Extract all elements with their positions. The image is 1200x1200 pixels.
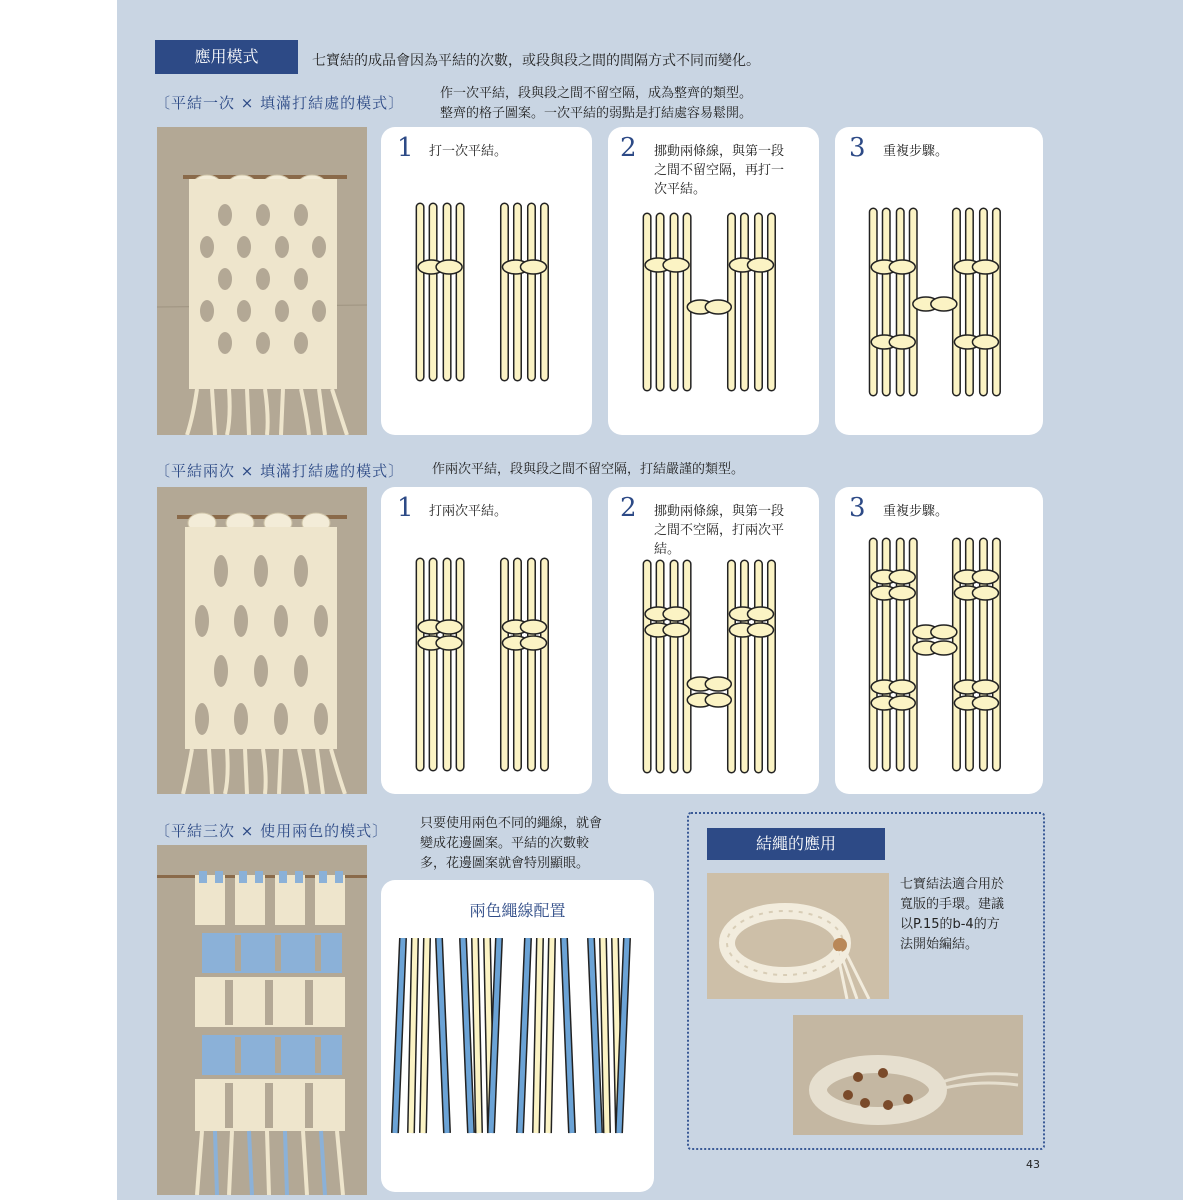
page-number: 43 (1026, 1158, 1040, 1171)
macrame-photo-3 (157, 845, 367, 1195)
step-text-line2: 之間不留空隔，再打一 (654, 163, 785, 178)
intro-text: 七寶結的成品會因為平結的次數，或段與段之間的間隔方式不同而變化。 (312, 53, 760, 69)
section-2-step-2-panel (608, 487, 819, 794)
bracelet-photo-1 (707, 873, 889, 999)
step-text: 重複步驟。 (883, 144, 949, 159)
two-color-layout-title: 兩色繩線配置 (469, 901, 566, 920)
step-text (654, 142, 784, 199)
section-2-desc: 作兩次平結，段與段之間不留空隔，打結嚴謹的類型。 (432, 462, 745, 477)
section-1-title: 〔平結一次 × 填滿打結處的模式〕 (155, 94, 405, 112)
step-text-line3: 次平結。 (654, 182, 707, 197)
application-text-line3: 以P.15的b-4的方 (900, 917, 1000, 932)
application-text (900, 875, 1004, 955)
macrame-photo-1 (157, 127, 367, 435)
macrame-mesh-1 (189, 175, 337, 389)
step-text: 打兩次平結。 (429, 504, 508, 519)
step-number: 3 (849, 133, 866, 163)
step-text-line3: 結。 (654, 542, 681, 557)
knot-diagram-s1-1 (381, 197, 592, 435)
step-text: 重複步驟。 (883, 504, 949, 519)
macrame-photo-2 (157, 487, 367, 794)
section-1-step-3-panel (835, 127, 1043, 435)
section-1-step-1-panel (381, 127, 592, 435)
knot-diagram-s1-3 (835, 202, 1043, 435)
section-3-desc-line2: 變成花邊圖案。平結的次數較 (420, 836, 590, 851)
step-number: 2 (620, 133, 637, 163)
step-number: 3 (849, 493, 866, 523)
step-text-line1: 挪動兩條線，與第一段 (654, 504, 785, 519)
section-3-desc-line3: 多，花邊圖案就會特別顯眼。 (420, 856, 590, 871)
section-2-title: 〔平結兩次 × 填滿打結處的模式〕 (155, 462, 405, 480)
knot-diagram-s2-1 (381, 557, 592, 794)
two-color-layout-panel (381, 880, 654, 1192)
knot-diagram-s2-2 (608, 559, 819, 794)
knot-diagram-s1-2 (608, 207, 819, 435)
step-text-line2: 之間不空隔，打兩次平 (654, 523, 785, 538)
step-text: 打一次平結。 (429, 144, 508, 159)
section-2-step-3-panel (835, 487, 1043, 794)
application-text-line4: 法開始編結。 (900, 937, 979, 952)
step-number: 2 (620, 493, 637, 523)
section-1-step-2-panel (608, 127, 819, 435)
section-1-desc-line2: 整齊的格子圖案。一次平結的弱點是打結處容易鬆開。 (440, 106, 753, 121)
section-1-desc (440, 84, 752, 124)
bracelet-photo-2 (793, 1015, 1023, 1135)
step-number: 1 (397, 133, 414, 163)
section-3-desc-line1: 只要使用兩色不同的繩線，就會 (420, 816, 603, 831)
section-1-desc-line1: 作一次平結，段與段之間不留空隔，成為整齊的類型。 (440, 86, 753, 101)
step-text (654, 502, 784, 559)
section-3-title: 〔平結三次 × 使用兩色的模式〕 (155, 822, 389, 840)
section-2-step-1-panel (381, 487, 592, 794)
knot-diagram-s2-3 (835, 537, 1043, 794)
page-title: 應用模式 (155, 40, 298, 74)
section-3-desc (420, 814, 602, 874)
step-number: 1 (397, 493, 414, 523)
application-title: 結繩的應用 (707, 828, 885, 860)
application-text-line2: 寬版的手環。建議 (900, 897, 1005, 912)
step-text-line1: 挪動兩條線，與第一段 (654, 144, 785, 159)
application-text-line1: 七寶結法適合用於 (900, 877, 1005, 892)
two-color-cord-diagram (381, 938, 654, 1192)
